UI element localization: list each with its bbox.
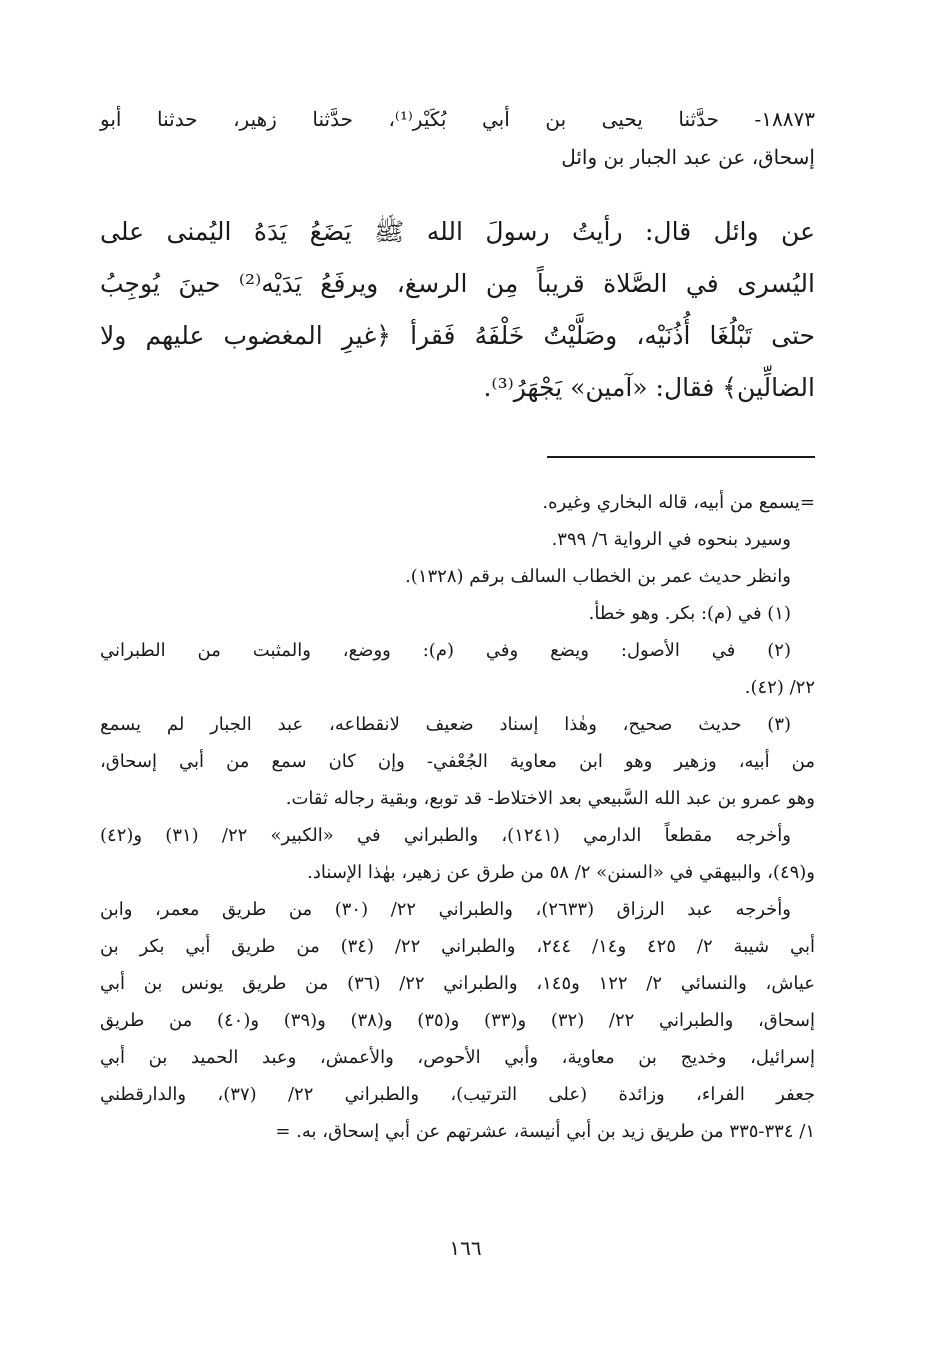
- page-number: ١٦٦: [449, 1236, 482, 1260]
- footnote-3: (٣) حديث صحيح، وهٰذا إسناد ضعيف لانقطاعه، عبد الجبار لم يسمع: [100, 714, 792, 735]
- footnote-3-paragraph: أبي شيبة ٢/ ٤٢٥ و١٤/ ٢٤٤، والطبراني ٢٢/ (٣٤) من طريق أبي بكر بن: [100, 936, 815, 957]
- footnote-continuation: =يسمع من أبيه، قاله البخاري وغيره.: [542, 492, 815, 513]
- footnote-continuation: وانظر حديث عمر بن الخطاب السالف برقم (١٣٢٨).: [405, 566, 791, 587]
- isnad-line: ١٨٨٧٣- حدَّثنا يحيى بن أبي بُكَيْر⁽¹⁾، حدَّثنا زهير، حدثنا أبو: [100, 107, 815, 131]
- hadith-isnad: [100, 100, 815, 176]
- footnote-separator: [547, 456, 815, 458]
- footnote-3-paragraph: إسرائيل، وخديج بن معاوية، وأبي الأحوص، والأعمش، وعبد الحميد بن أبي: [100, 1047, 815, 1068]
- hadith-line: حتى تَبْلُغَا أُذُنَيْه، وصَلَّيْتُ خَلْفَهُ فَقرأ ﴿غيرِ المغضوب عليهم ولا: [100, 321, 815, 350]
- footnote-continuation: وسيرد بنحوه في الرواية ٦/ ٣٩٩.: [551, 529, 791, 550]
- footnote-3-paragraph: عياش، والنسائي ٢/ ١٢٢ و١٤٥، والطبراني ٢٢/ (٣٦) من طريق يونس بن أبي: [100, 973, 815, 994]
- footnotes: [100, 484, 815, 1150]
- footnote-3-paragraph: إسحاق، والطبراني ٢٢/ (٣٢) و(٣٣) و(٣٥) و(٣٨) و(٣٩) و(٤٠) من طريق: [100, 1010, 815, 1031]
- footnote-3: من أبيه، وزهير وهو ابن معاوية الجُعْفي- وإن كان سمع من أبي إسحاق،: [100, 751, 815, 772]
- footnote-3: وهو عمرو بن عبد الله السَّبيعي بعد الاختلاط- قد توبع، وبقية رجاله ثقات.: [285, 788, 815, 809]
- footnote-3-paragraph: ١/ ٣٣٤-٣٣٥ من طريق زيد بن أبي أنيسة، عشرتهم عن أبي إسحاق، به. =: [275, 1121, 815, 1142]
- footnote-1: (١) في (م): بكر. وهو خطأ.: [588, 603, 791, 624]
- footnote-3-paragraph: وأخرجه مقطعاً الدارمي (١٢٤١)، والطبراني في «الكبير» ٢٢/ (٣١) و(٤٢): [100, 825, 791, 846]
- footnote-2: ٢٢/ (٤٢).: [744, 677, 815, 698]
- footnote-2: (٢) في الأصول: ويضع وفي (م): ووضع، والمثبت من الطبراني: [100, 640, 791, 661]
- hadith-line: اليُسرى في الصَّلاة قريباً مِن الرسغ، ويرفَعُ يَدَيْه⁽²⁾ حينَ يُوجِبُ: [100, 269, 815, 298]
- footnote-3-paragraph: وأخرجه عبد الرزاق (٢٦٣٣)، والطبراني ٢٢/ (٣٠) من طريق معمر، وابن: [100, 899, 791, 920]
- isnad-line: إسحاق، عن عبد الجبار بن وائل: [561, 145, 815, 169]
- hadith-text: [100, 206, 815, 414]
- footnote-3-paragraph: و(٤٩)، والبيهقي في «السنن» ٢/ ٥٨ من طرق عن زهير، بهٰذا الإسناد.: [307, 862, 815, 883]
- footnote-3-paragraph: جعفر الفراء، وزائدة (على الترتيب)، والطبراني ٢٢/ (٣٧)، والدارقطني: [100, 1084, 816, 1105]
- hadith-line: الضالِّين﴾ فقال: «آمين» يَجْهَرُ⁽³⁾.: [483, 373, 815, 402]
- hadith-line: عن وائل قال: رأيتُ رسولَ الله ﷺ يَضَعُ يَدَهُ اليُمنى على: [100, 217, 815, 246]
